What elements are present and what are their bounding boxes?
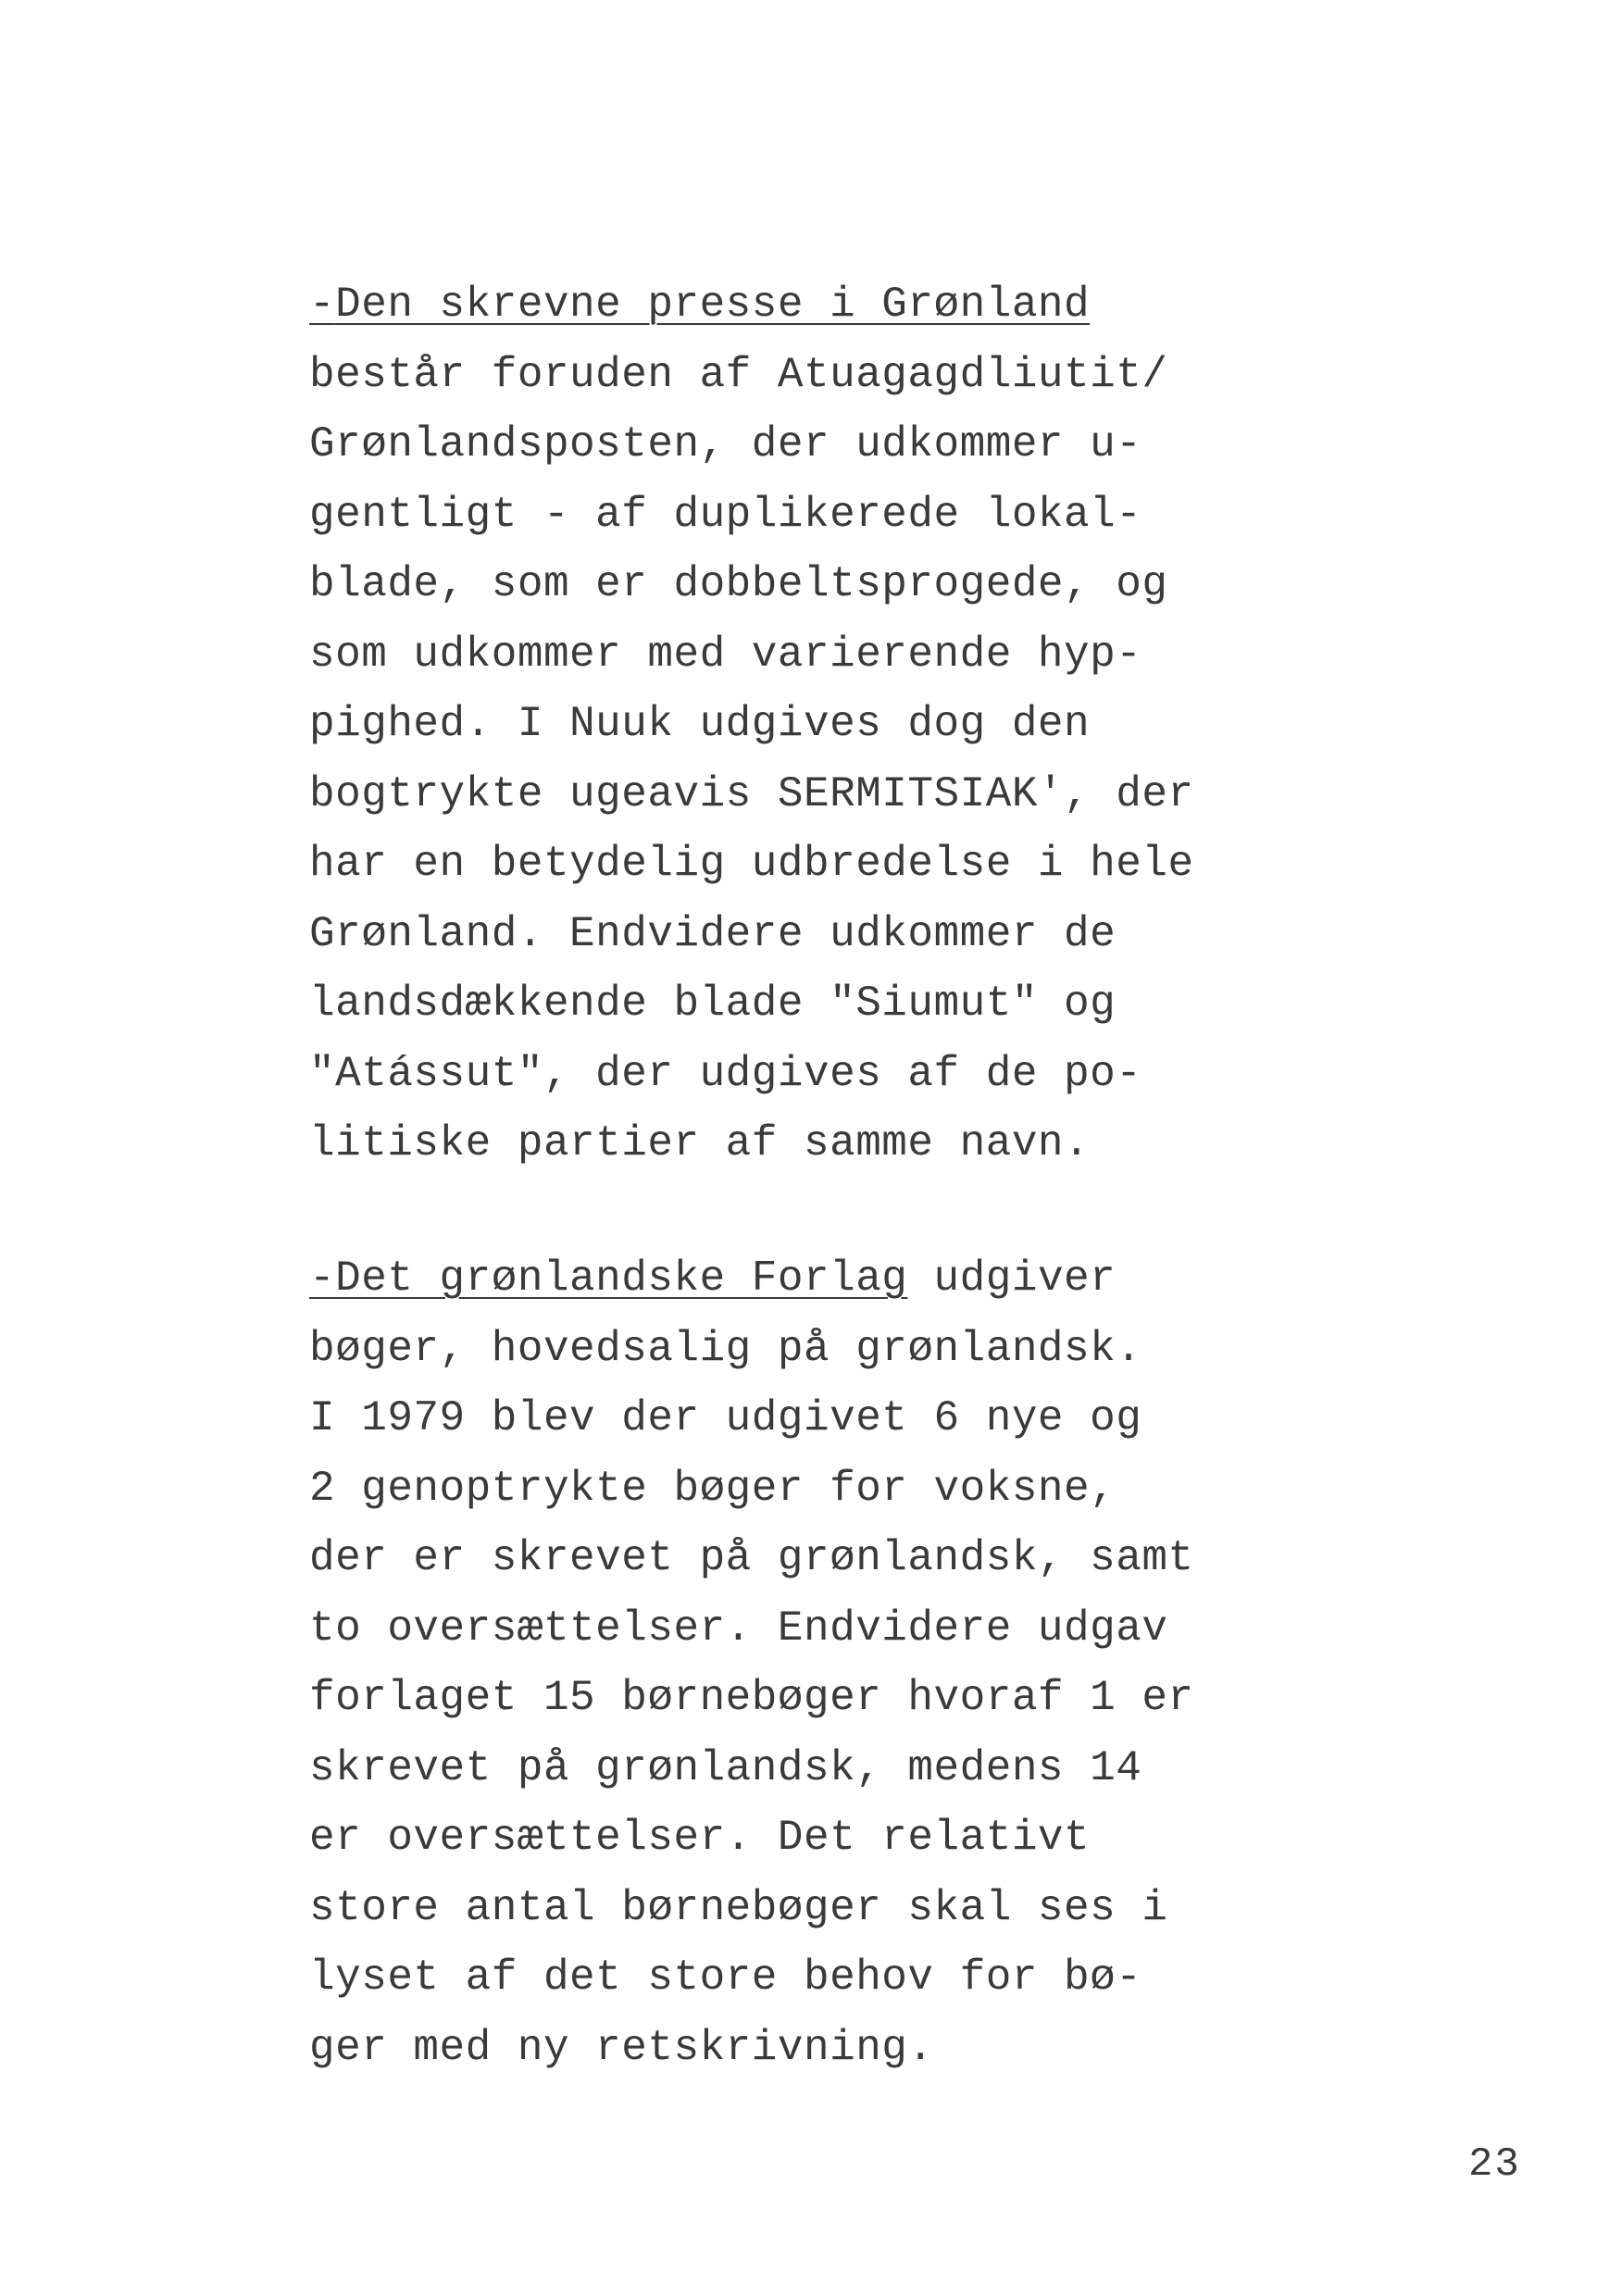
paragraph-line: "Atássut", der udgives af de po- bbox=[309, 1049, 1142, 1098]
section-heading-tail: udgiver bbox=[907, 1254, 1117, 1303]
paragraph-line: 2 genoptrykte bøger for voksne, bbox=[309, 1464, 1117, 1513]
paragraph-line: der er skrevet på grønlandsk, samt bbox=[309, 1534, 1194, 1582]
paragraph-line: skrevet på grønlandsk, medens 14 bbox=[309, 1743, 1142, 1792]
section-written-press bbox=[309, 270, 1309, 1179]
paragraph-line: blade, som er dobbeltsprogede, og bbox=[309, 560, 1168, 608]
paragraph-line: har en betydelig udbredelse i hele bbox=[309, 840, 1194, 888]
page-number: 23 bbox=[1468, 2141, 1521, 2188]
paragraph-line: bøger, hovedsalig på grønlandsk. bbox=[309, 1324, 1142, 1373]
paragraph-line: store antal børnebøger skal ses i bbox=[309, 1883, 1168, 1932]
paragraph-line: lyset af det store behov for bø- bbox=[309, 1953, 1142, 2002]
section-heading-line bbox=[309, 270, 1309, 341]
paragraph-line: som udkommer med varierende hyp- bbox=[309, 630, 1142, 679]
paragraph-line: forlaget 15 børnebøger hvoraf 1 er bbox=[309, 1674, 1194, 1722]
paragraph-line: Grønland. Endvidere udkommer de bbox=[309, 909, 1117, 958]
section-heading-line bbox=[309, 1244, 1309, 1315]
paragraph-line: bogtrykte ugeavis SERMITSIAK', der bbox=[309, 769, 1194, 818]
section-heading: -Den skrevne presse i Grønland bbox=[309, 281, 1091, 329]
paragraph-line: litiske partier af samme navn. bbox=[309, 1119, 1091, 1167]
paragraph-line: består foruden af Atuagagdliutit/ bbox=[309, 350, 1168, 399]
paragraph-line: Grønlandsposten, der udkommer u- bbox=[309, 420, 1142, 468]
paragraph-line: landsdækkende blade "Siumut" og bbox=[309, 980, 1117, 1028]
paragraph-line: er oversættelser. Det relativt bbox=[309, 1814, 1091, 1862]
paragraph-line: gentligt - af duplikerede lokal- bbox=[309, 490, 1142, 539]
paragraph-line: ger med ny retskrivning. bbox=[309, 2023, 934, 2072]
paragraph-line: I 1979 blev der udgivet 6 nye og bbox=[309, 1394, 1142, 1442]
section-publisher bbox=[309, 1244, 1309, 2083]
section-heading: -Det grønlandske Forlag bbox=[309, 1254, 908, 1303]
paragraph-line: to oversættelser. Endvidere udgav bbox=[309, 1603, 1168, 1653]
paragraph-line: pighed. I Nuuk udgives dog den bbox=[309, 700, 1091, 748]
